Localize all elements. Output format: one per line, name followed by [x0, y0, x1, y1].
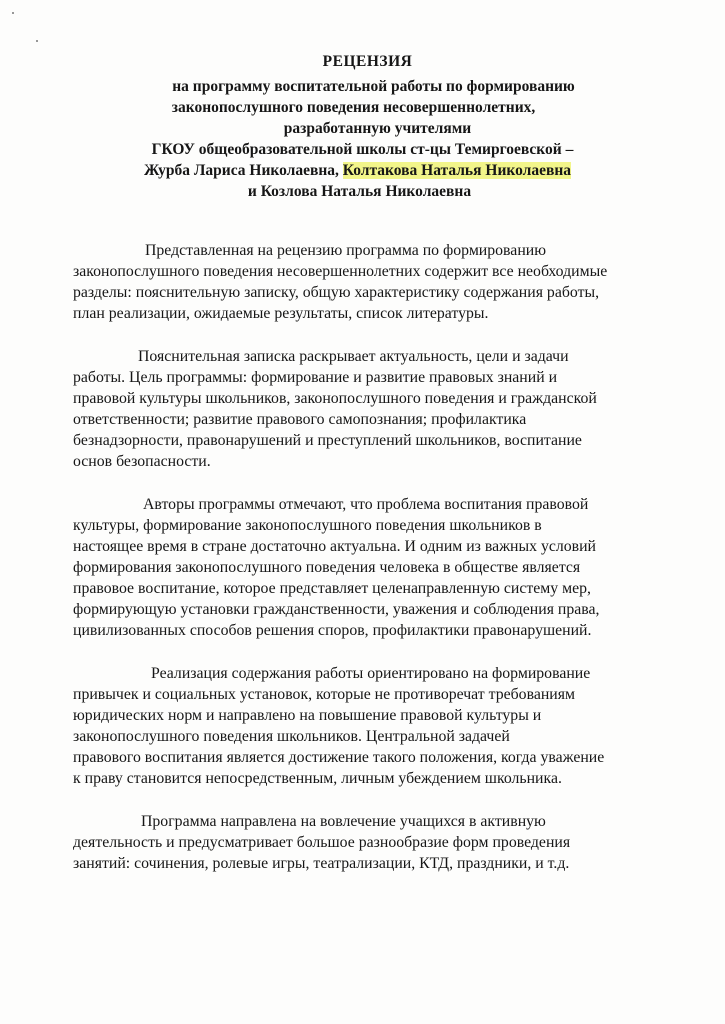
scan-speck [36, 40, 38, 42]
paragraph-line: к праву становится непосредственным, личным убеждением школьника. [73, 770, 562, 787]
document-title: РЕЦЕНЗИЯ [322, 53, 413, 70]
highlighted-author-name: Колтакова Наталья Николаевна [342, 162, 572, 179]
paragraph-line: цивилизованных способов решения споров, профилактики правонарушений. [73, 622, 592, 639]
paragraph-line: формирующую установки гражданственности, уважения и соблюдения права, [73, 601, 600, 618]
paragraph-line: Представленная на рецензию программа по формированию [145, 242, 547, 259]
paragraph-line: деятельность и предусматривает большое разнообразие форм проведения [73, 834, 571, 851]
paragraph-line: занятий: сочинения, ролевые игры, театрализации, КТД, праздники, и т.д. [73, 855, 570, 872]
paragraph-line: Программа направлена на вовлечение учащихся в активную [141, 813, 546, 830]
authors-text: Журба Лариса Николаевна, [143, 162, 343, 179]
document-header [0, 48, 725, 202]
paragraph-program-activities [73, 811, 683, 874]
paragraph-explanatory-note [73, 346, 683, 472]
paragraph-authors-note [73, 494, 683, 641]
subtitle-line-1: на программу воспитательной работы по формированию [172, 78, 575, 95]
paragraph-line: Пояснительная записка раскрывает актуальность, цели и задачи [138, 348, 569, 365]
paragraph-line: законопослушного поведения школьников. Центральной задачей [73, 728, 510, 745]
subtitle-line-5 [0, 160, 725, 181]
paragraph-line: культуры, формирование законопослушного поведения школьников в [73, 517, 542, 534]
paragraph-line: правовое воспитание, которое представляет целенаправленную систему мер, [73, 580, 591, 597]
paragraph-summary [73, 240, 683, 324]
scan-speck [12, 12, 14, 14]
paragraph-line: правовой культуры школьников, законопослушного поведения и гражданской [73, 390, 597, 407]
paragraph-line: разделы: пояснительную записку, общую характеристику содержания работы, [73, 284, 600, 301]
subtitle-line-2: законопослушного поведения несовершеннолетних, [171, 99, 536, 116]
paragraph-line: Реализация содержания работы ориентировано на формирование [151, 665, 591, 682]
paragraph-line: безнадзорности, правонарушений и преступлений школьников, воспитание [73, 432, 582, 449]
paragraph-line: правового воспитания является достижение такого положения, когда уважение [73, 749, 605, 766]
paragraph-line: формирования законопослушного поведения человека в обществе является [73, 559, 581, 576]
paragraph-line: ответственности; развитие правового самопознания; профилактика [73, 411, 527, 428]
subtitle-line-3: разработанную учителями [283, 120, 472, 137]
paragraph-line: основ безопасности. [73, 453, 211, 470]
paragraph-line: Авторы программы отмечают, что проблема воспитания правовой [143, 496, 589, 513]
paragraph-line: настоящее время в стране достаточно актуальна. И одним из важных условий [73, 538, 597, 555]
paragraph-line: законопослушного поведения несовершеннолетних содержит все необходимые [73, 263, 608, 280]
document-body [73, 240, 683, 896]
paragraph-line: план реализации, ожидаемые результаты, список литературы. [73, 305, 489, 322]
paragraph-line: юридических норм и направлено на повышение правовой культуры и [73, 707, 542, 724]
paragraph-line: привычек и социальных установок, которые не противоречат требованиям [73, 686, 576, 703]
subtitle-line-4: ГКОУ общеобразовательной школы ст-цы Темиргоевской – [151, 141, 574, 158]
paragraph-implementation [73, 663, 683, 789]
paragraph-line: работы. Цель программы: формирование и развитие правовых знаний и [73, 369, 558, 386]
subtitle-line-6: и Козлова Наталья Николаевна [247, 183, 472, 200]
